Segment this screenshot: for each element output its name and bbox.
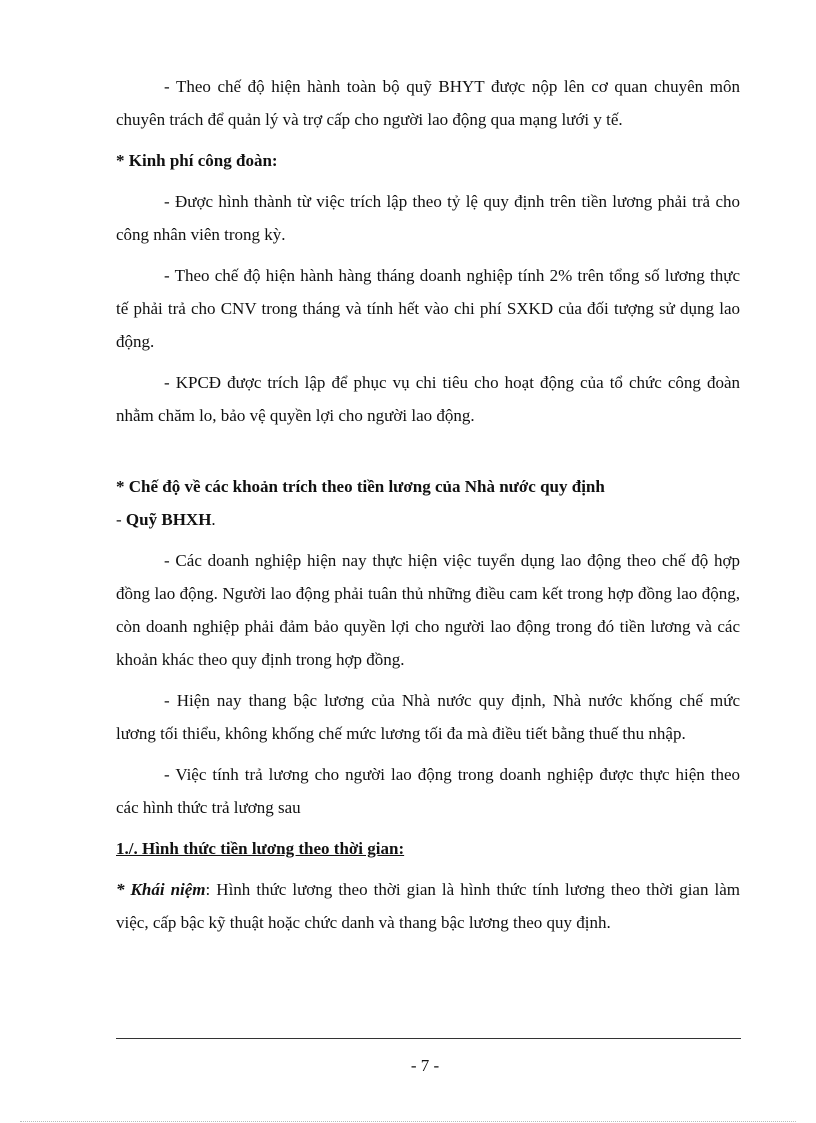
heading-quy-bhxh [116,503,740,536]
section-heading [116,832,740,865]
heading-text: Quỹ BHXH [125,510,212,529]
paragraph-kpcd-1: - Được hình thành từ việc trích lập theo tỷ lệ quy định trên tiền lương phải trả cho công nhân viên trong kỳ. [116,192,740,244]
khai-niem-text: : Hình thức lương theo thời gian là hình thức tính lương theo thời gian làm việc, cấp bậc kỹ thuật hoặc chức danh và thang bậc lương theo quy định. [116,880,741,932]
heading-text: * Chế độ về các khoản trích theo tiền lương của Nhà nước quy định [116,477,605,496]
paragraph-bhyt: - Theo chế độ hiện hành toàn bộ quỹ BHYT được nộp lên cơ quan chuyên môn chuyên trách để quản lý và trợ cấp cho người lao động qua mạng lưới y tế. [116,77,740,129]
paragraph-bhxh-3: - Việc tính trả lương cho người lao động trong doanh nghiệp được thực hiện theo các hình thức trả lương sau [116,765,740,817]
heading-text: * Kinh phí công đoàn: [116,151,278,170]
footer-rule [116,1038,741,1039]
page-edge-dotted-line [20,1121,796,1122]
heading-che-do [116,470,740,503]
section-heading-text: 1./. Hình thức tiền lương theo thời gian: [116,839,405,858]
document-body [116,70,740,939]
paragraph-kpcd-2: - Theo chế độ hiện hành hàng tháng doanh nghiệp tính 2% trên tổng số lương thực tế phải trả cho CNV trong tháng và tính hết vào chi phí SXKD của đối tượng sử dụng lao động. [116,266,740,351]
khai-niem-label: * Khái niệm [116,880,206,899]
paragraph-bhxh-1: - Các doanh nghiệp hiện nay thực hiện việc tuyển dụng lao động theo chế độ hợp đồng lao động. Người lao động phải tuân thủ những điều cam kết trong hợp đồng lao động, còn doanh nghiệp phải đảm bảo quyền lợi cho người lao động trong đó tiền lương và các khoản khác theo quy định trong hợp đồng. [116,551,740,669]
paragraph-bhxh-2: - Hiện nay thang bậc lương của Nhà nước quy định, Nhà nước khống chế mức lương tối thiểu, không khống chế mức lương tối đa mà điều tiết bằng thuế thu nhập. [116,691,740,743]
paragraph-khai-niem [116,873,740,939]
page-number: - 7 - [410,1056,440,1075]
paragraph-kpcd-3: - KPCĐ được trích lập để phục vụ chi tiêu cho hoạt động của tổ chức công đoàn nhằm chăm lo, bảo vệ quyền lợi cho người lao động. [116,373,740,425]
suffix: . [211,510,216,529]
prefix: - [116,510,126,529]
heading-kinh-phi-cong-doan [116,144,740,177]
